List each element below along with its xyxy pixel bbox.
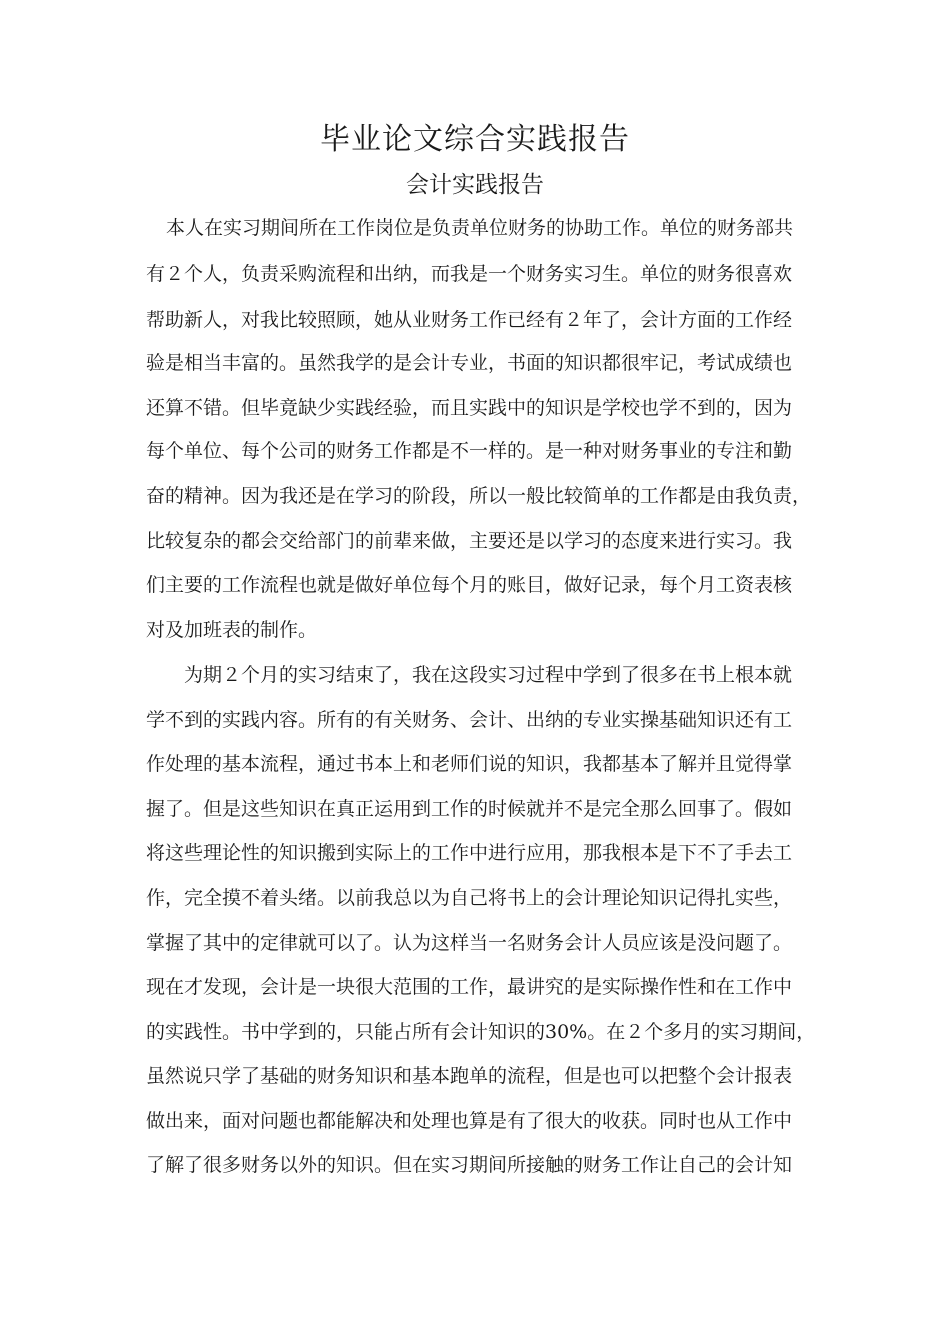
paragraph-1-line-3: 帮助新人，对我比较照顾，她从业财务工作已经有２年了，会计方面的工作经: [146, 309, 793, 331]
paragraph-1-line-4: 验是相当丰富的。虽然我学的是会计专业，书面的知识都很牢记，考试成绩也: [146, 352, 793, 374]
paragraph-1-line-2: 有２个人，负责采购流程和出纳，而我是一个财务实习生。单位的财务很喜欢: [146, 263, 793, 285]
paragraph-2-line-6: 作，完全摸不着头绪。以前我总以为自己将书上的会计理论知识记得扎实些，: [146, 887, 793, 909]
paragraph-1-line-5: 还算不错。但毕竟缺少实践经验，而且实践中的知识是学校也学不到的，因为: [146, 397, 793, 419]
document-subtitle: 会计实践报告: [406, 172, 544, 198]
paragraph-1-line-1: 本人在实习期间所在工作岗位是负责单位财务的协助工作。单位的财务部共: [166, 217, 794, 239]
paragraph-2-line-7: 掌握了其中的定律就可以了。认为这样当一名财务会计人员应该是没问题了。: [146, 932, 793, 954]
paragraph-1-line-9: 们主要的工作流程也就是做好单位每个月的账目，做好记录，每个月工资表核: [146, 574, 793, 596]
paragraph-2-line-4: 握了。但是这些知识在真正运用到工作的时候就并不是完全那么回事了。假如: [146, 798, 793, 820]
paragraph-2-line-11: 做出来，面对问题也都能解决和处理也算是有了很大的收获。同时也从工作中: [146, 1110, 793, 1132]
paragraph-1-line-6: 每个单位、每个公司的财务工作都是不一样的。是一种对财务事业的专注和勤: [146, 440, 793, 462]
paragraph-2-line-1: 为期２个月的实习结束了，我在这段实习过程中学到了很多在书上根本就: [184, 664, 793, 686]
paragraph-2-line-8: 现在才发现，会计是一块很大范围的工作，最讲究的是实际操作性和在工作中: [146, 976, 793, 998]
paragraph-2-line-2: 学不到的实践内容。所有的有关财务、会计、出纳的专业实操基础知识还有工: [146, 709, 793, 731]
paragraph-1-line-7: 奋的精神。因为我还是在学习的阶段，所以一般比较简单的工作都是由我负责，: [146, 485, 812, 507]
document-title: 毕业论文综合实践报告: [320, 122, 630, 157]
paragraph-2-line-12: 了解了很多财务以外的知识。但在实习期间所接触的财务工作让自己的会计知: [146, 1154, 793, 1176]
paragraph-2-line-3: 作处理的基本流程，通过书本上和老师们说的知识，我都基本了解并且觉得掌: [146, 753, 793, 775]
paragraph-1-line-8: 比较复杂的都会交给部门的前辈来做，主要还是以学习的态度来进行实习。我: [146, 530, 793, 552]
paragraph-2-line-10: 虽然说只学了基础的财务知识和基本跑单的流程，但是也可以把整个会计报表: [146, 1065, 793, 1087]
paragraph-2-line-9: 的实践性。书中学到的，只能占所有会计知识的30%。在２个多月的实习期间，: [146, 1021, 816, 1043]
paragraph-2-line-5: 将这些理论性的知识搬到实际上的工作中进行应用，那我根本是下不了手去工: [146, 842, 793, 864]
paragraph-1-line-10: 对及加班表的制作。: [146, 619, 318, 641]
